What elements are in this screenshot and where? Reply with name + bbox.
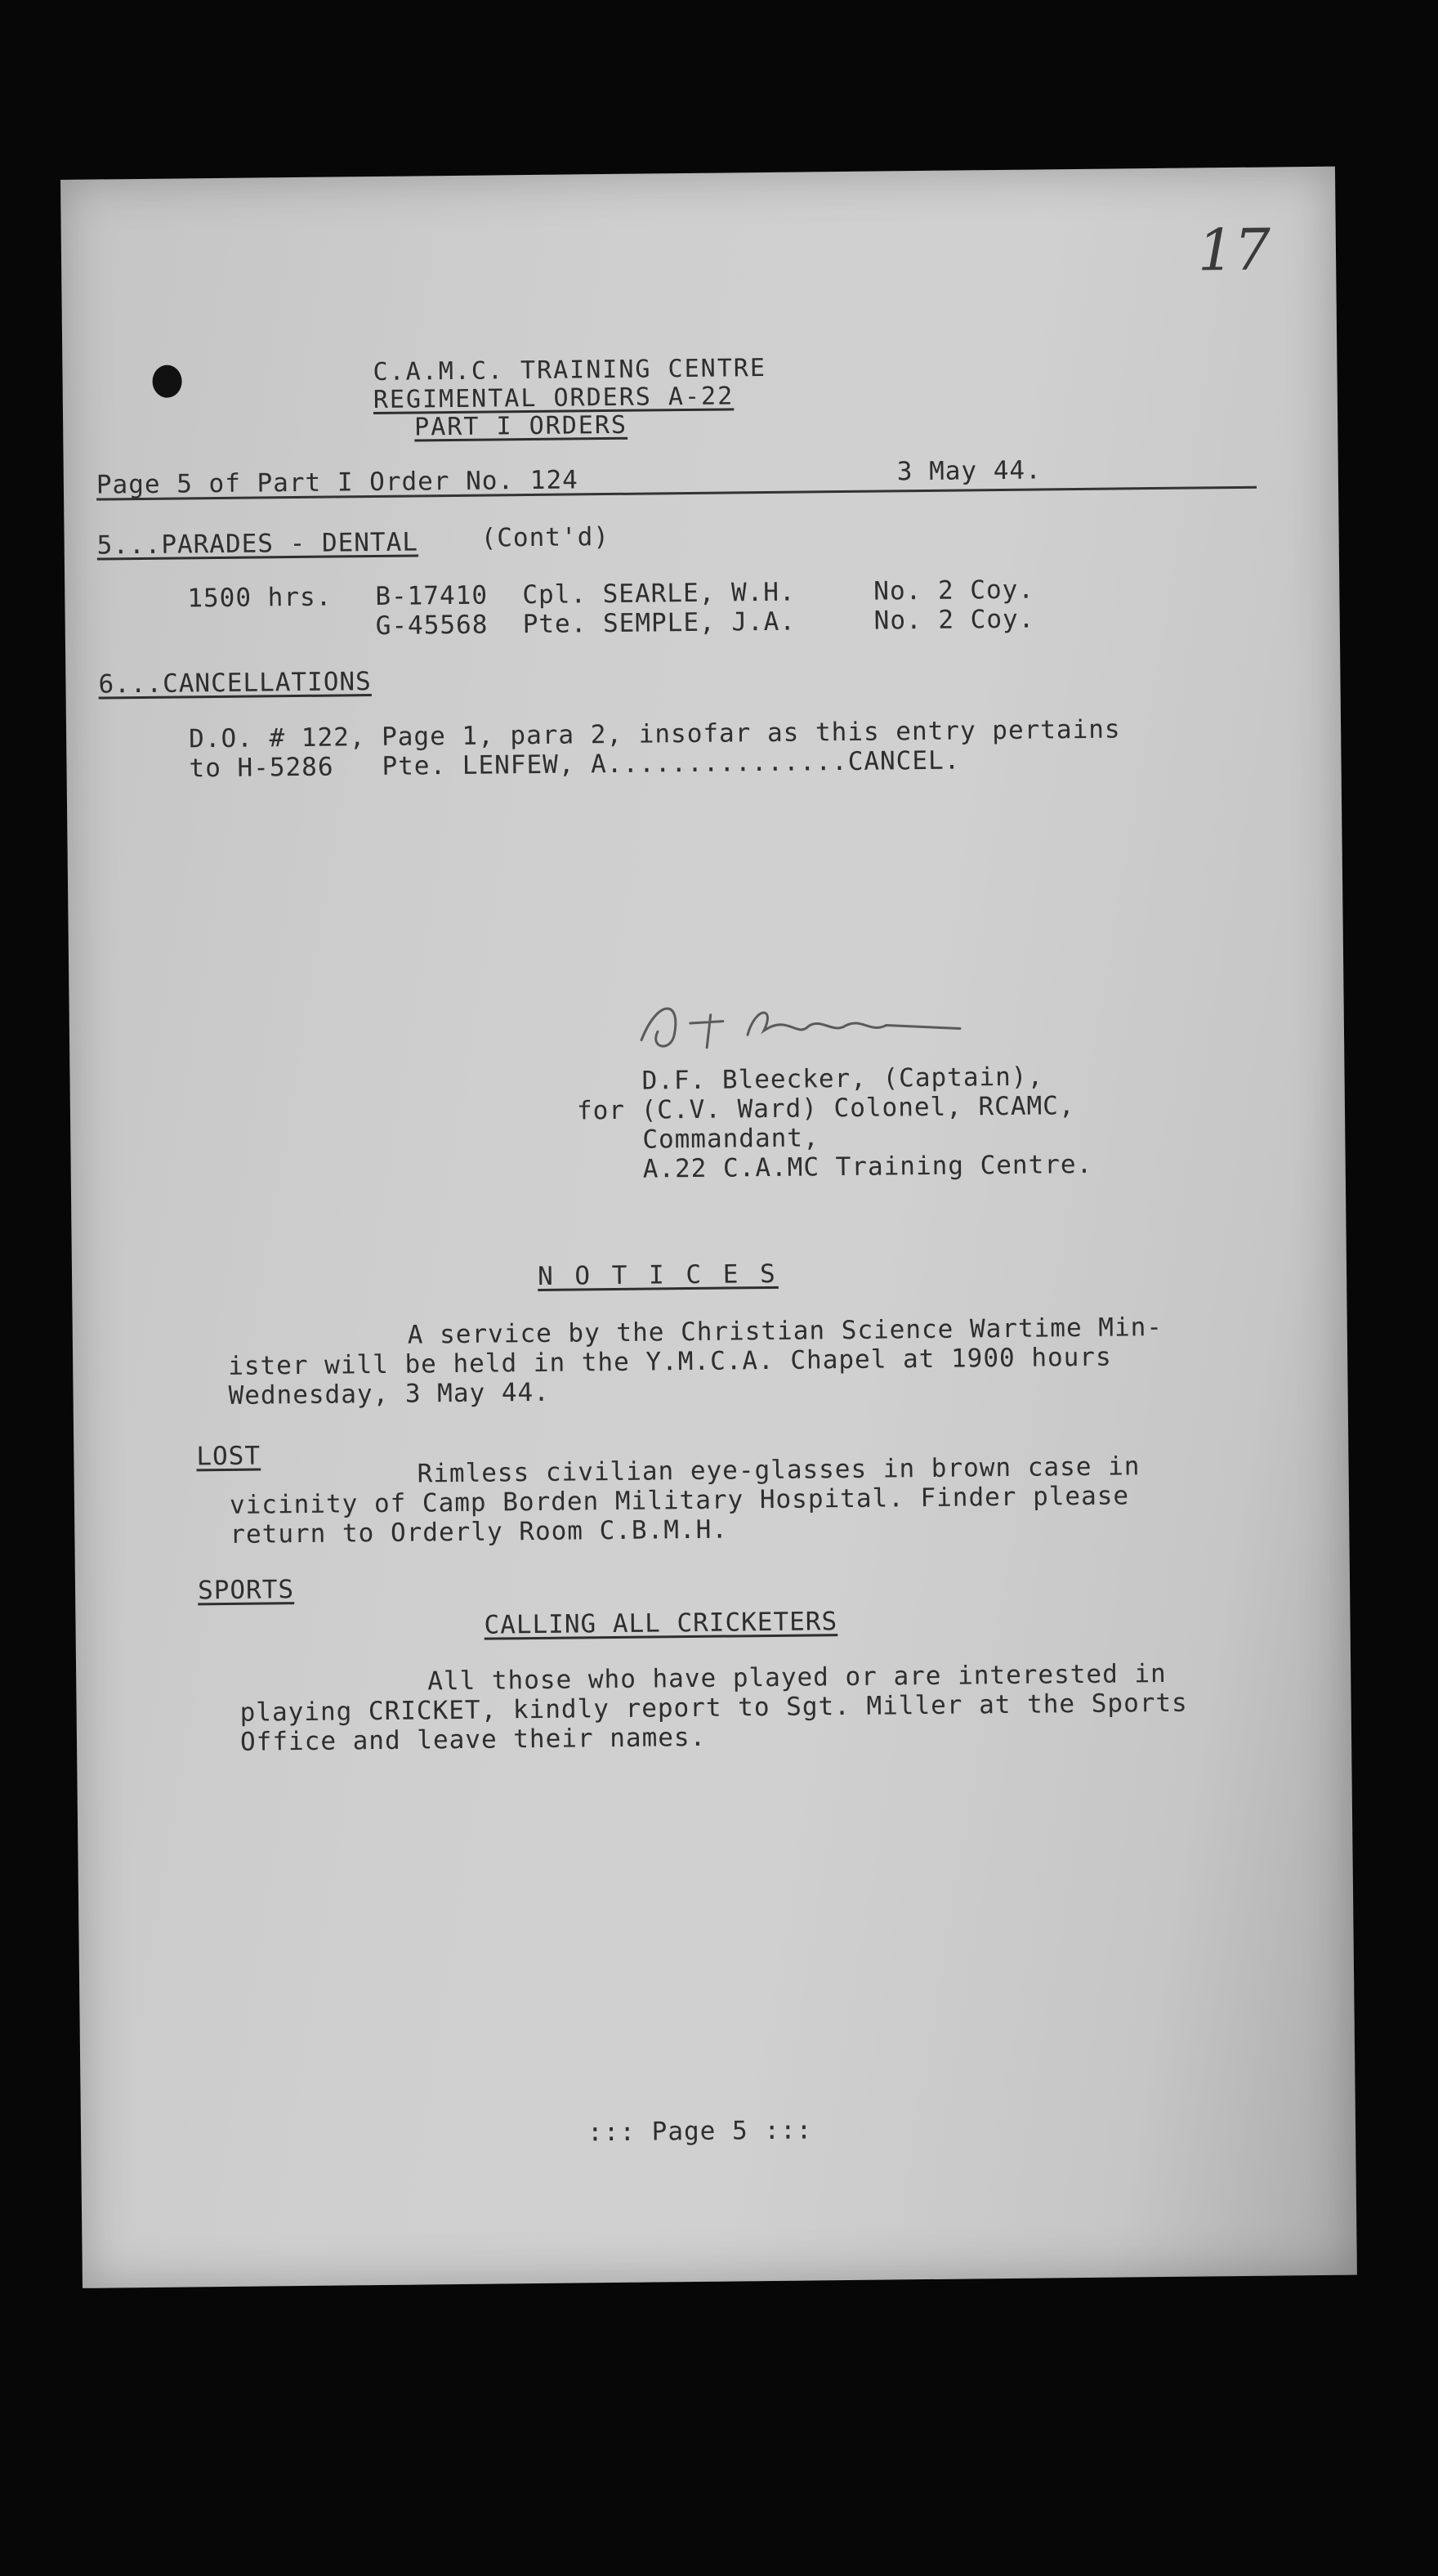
header-line-1: C.A.M.C. TRAINING CENTRE — [373, 353, 767, 387]
handwritten-signature — [632, 987, 976, 1064]
punch-hole — [152, 364, 181, 397]
section-6-heading: 6...CANCELLATIONS — [98, 667, 372, 700]
lost-line-2: vicinity of Camp Borden Military Hospital. Finder please — [229, 1481, 1130, 1520]
sports-heading: SPORTS — [197, 1575, 295, 1606]
lost-heading: LOST — [196, 1441, 261, 1472]
signature-line-2: for (C.V. Ward) Colonel, RCAMC, — [576, 1091, 1075, 1126]
signature-line-1: D.F. Bleecker, (Captain), — [641, 1062, 1044, 1096]
section-6-line-1: D.O. # 122, Page 1, para 2, insofar as this entry pertains — [188, 714, 1121, 754]
row-1-coy: No. 2 Coy. — [873, 575, 1035, 606]
notices-heading: N O T I C E S — [537, 1259, 779, 1291]
lost-line-3: return to Orderly Room C.B.M.H. — [230, 1514, 729, 1550]
section-5-heading: 5...PARADES - DENTAL — [96, 527, 419, 561]
row-2-coy: No. 2 Coy. — [873, 604, 1035, 636]
sports-line-3: Office and leave their names. — [239, 1722, 707, 1757]
sports-line-1: All those who have played or are interested in — [427, 1658, 1167, 1697]
signature-line-4: A.22 C.A.MC Training Centre. — [642, 1149, 1093, 1184]
row-1-time: 1500 hrs. — [187, 582, 333, 614]
notices-line-1: A service by the Christian Science Wartime Min- — [407, 1312, 1163, 1350]
row-2-number: G-45568 — [375, 610, 489, 641]
header-line-2: REGIMENTAL ORDERS A-22 — [373, 382, 735, 415]
signature-line-3: Commandant, — [642, 1123, 819, 1155]
handwritten-page-number: 17 — [1197, 216, 1271, 284]
lost-line-1: Rimless civilian eye-glasses in brown case in — [417, 1451, 1141, 1489]
page-footer: ::: Page 5 ::: — [587, 2115, 813, 2148]
section-6-line-2: to H-5286 Pte. LENFEW, A...............CANCEL. — [189, 745, 961, 784]
row-1-name: Cpl. SEARLE, W.H. — [522, 577, 796, 610]
order-date: 3 May 44. — [896, 455, 1042, 487]
row-1-number: B-17410 — [375, 580, 489, 611]
notices-line-2: ister will be held in the Y.M.C.A. Chapel at 1900 hours — [228, 1342, 1112, 1381]
sports-line-2: playing CRICKET, kindly report to Sgt. Miller at the Sports — [239, 1688, 1188, 1728]
header-line-3: PART I ORDERS — [414, 410, 628, 442]
sports-subheading: CALLING ALL CRICKETERS — [484, 1607, 838, 1640]
page-reference: Page 5 of Part I Order No. 124 — [96, 465, 578, 500]
row-2-name: Pte. SEMPLE, J.A. — [522, 606, 797, 640]
notices-line-3: Wednesday, 3 May 44. — [228, 1377, 551, 1411]
document-page — [60, 167, 1357, 2288]
section-5-contd: (Cont'd) — [480, 521, 610, 553]
